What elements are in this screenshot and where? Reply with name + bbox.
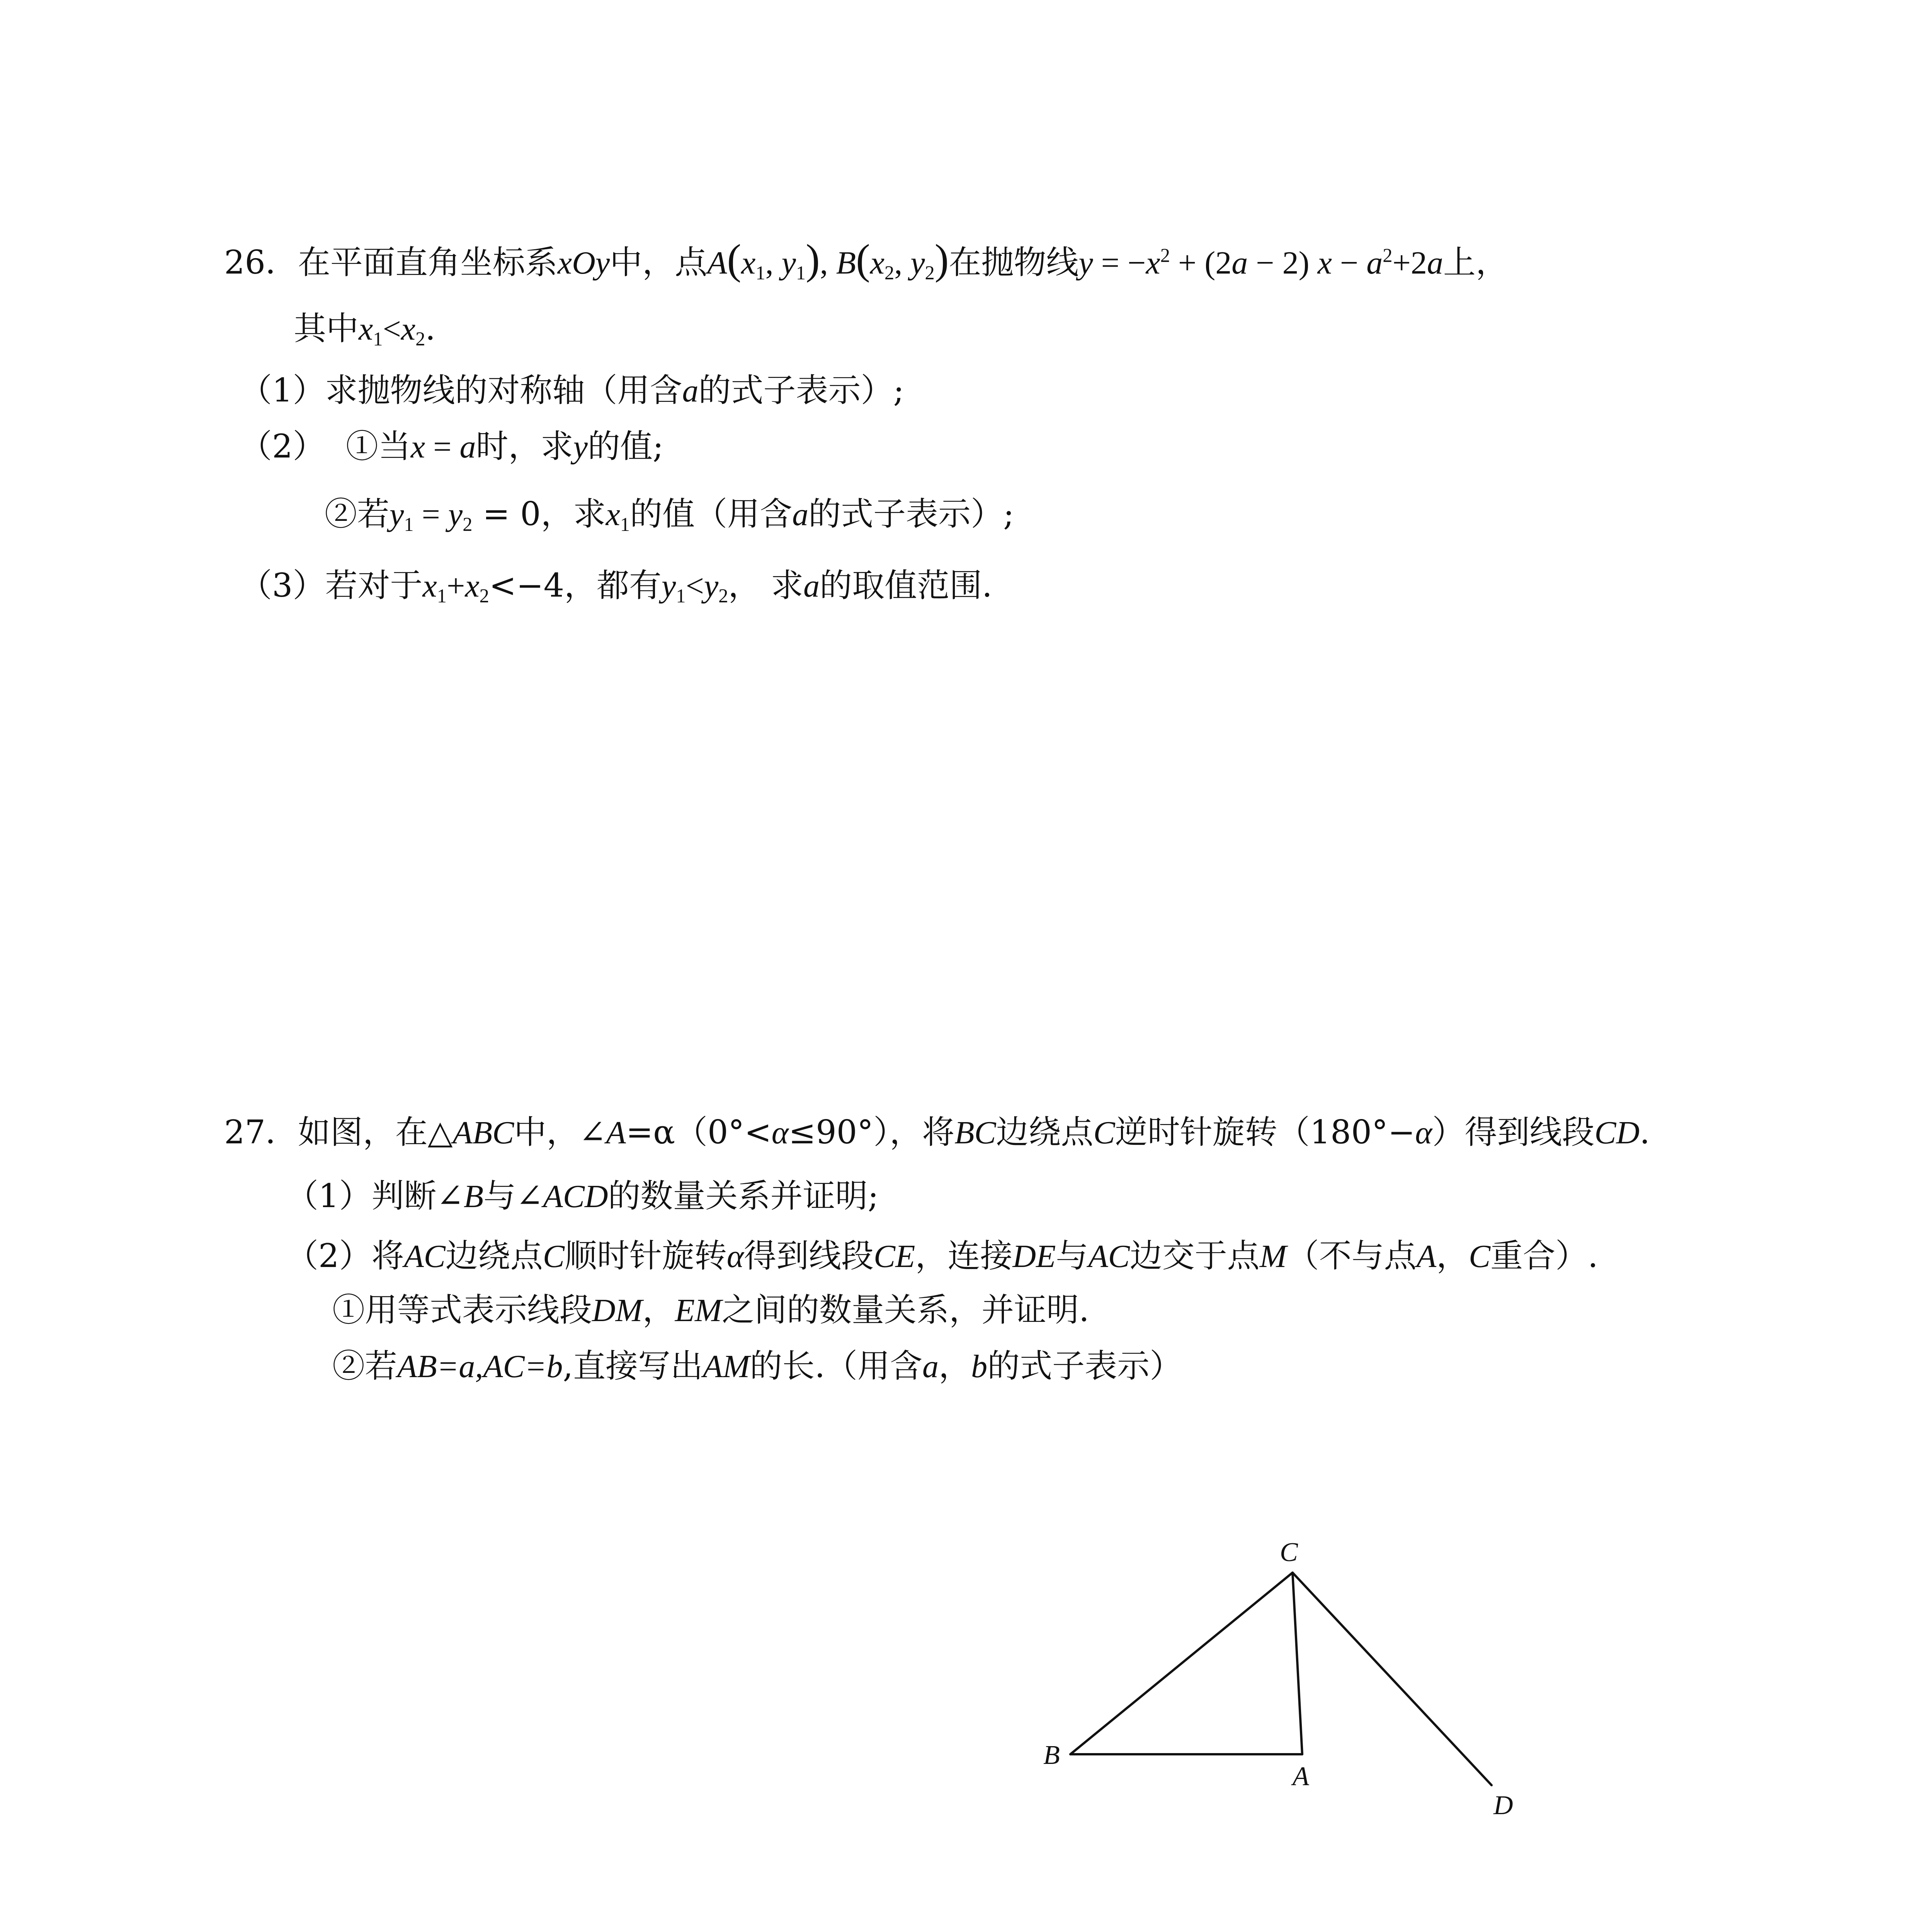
q26-line2: 其中$x_1<x_2$.: [294, 310, 436, 350]
q26-part1: （1）求抛物线的对称轴（用含a的式子表示）;: [240, 371, 904, 409]
segment-cd: [1293, 1573, 1492, 1785]
q26-part3: （3）若对于$x_1+x_2<-4$，都有$y_1<y_2$， 求a的取值范围.: [240, 566, 992, 607]
q26-number: 26．: [224, 243, 298, 281]
q27-line1: 27．如图，在△ABC中，∠A=α（0°<α≤90°），将BC边绕点C逆时针旋转（180°−α）得到线段CD.: [224, 1113, 1650, 1151]
label-b: B: [1043, 1740, 1060, 1770]
q26-line1: 26．在平面直角坐标系xOy中，点$A(x_1$, $y_1$), $B(x_2$, $y_2$)在抛物线$y = -x^2 + (2a - 2) x - a^2+2a$上，: [224, 236, 1508, 284]
q27-part1: （1）判断∠B与∠ACD的数量关系并证明;: [286, 1177, 879, 1215]
q26-part2-ii: ②若$y_1 = y_2 = 0$，求$x_1$的值（用含a的式子表示）;: [325, 495, 1014, 536]
q27-part2: （2）将AC边绕点C顺时针旋转α得到线段CE，连接DE与AC边交于点M（不与点A，C重合）.: [286, 1237, 1598, 1275]
q26-part2-i: （2） ①当x = a时，求y的值;: [240, 427, 664, 465]
q27-sub2: ②若AB=a,AC=b,直接写出AM的长.（用含a，b的式子表示）: [332, 1347, 1182, 1385]
triangle-figure: [1020, 1538, 1561, 1847]
label-a: A: [1293, 1762, 1309, 1791]
label-c: C: [1280, 1538, 1298, 1567]
segment-bc: [1070, 1573, 1293, 1754]
segment-ca: [1293, 1573, 1302, 1754]
q27-number: 27．: [224, 1113, 298, 1151]
label-d: D: [1493, 1791, 1513, 1820]
q27-sub1: ①用等式表示线段DM，EM之间的数量关系，并证明.: [332, 1291, 1089, 1329]
